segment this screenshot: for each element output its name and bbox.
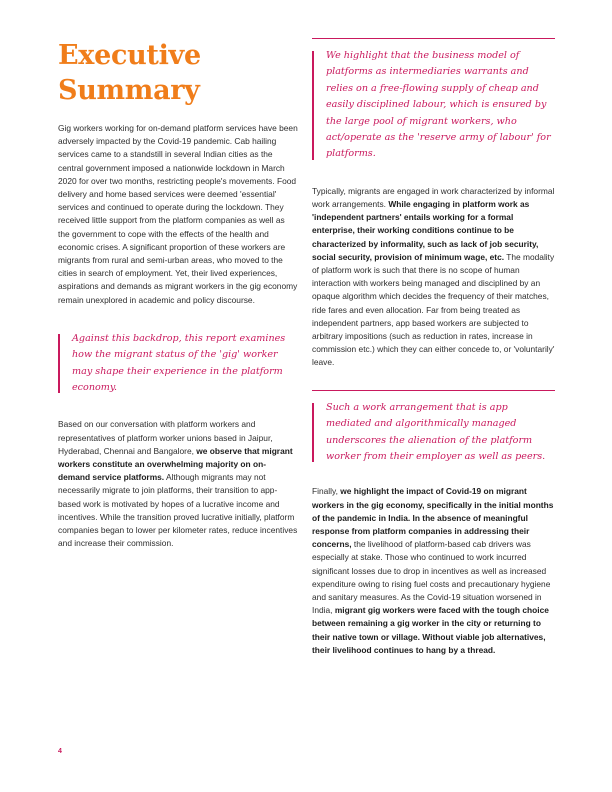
page-title <box>58 38 288 108</box>
left-column <box>58 122 298 551</box>
left-paragraph-2-emphasis: we observe that migrant workers constitute an overwhelming majority on on-demand service platforms. <box>58 445 293 483</box>
left-paragraph-2 <box>58 418 298 550</box>
right-pullquote-top-block <box>312 38 555 163</box>
left-pullquote-block <box>58 331 298 397</box>
page-number: 4 <box>58 748 62 755</box>
right-pullquote-mid-block <box>312 390 555 466</box>
pullquote-mid-rule <box>312 390 555 391</box>
page-title-line-2: Summary <box>58 75 200 106</box>
left-pullquote: Against this backdrop, this report examines how the migrant status of the 'gig' worker may shape their experience in the platform economy. <box>58 331 298 397</box>
pullquote-top-rule <box>312 38 555 39</box>
right-column <box>312 38 555 657</box>
right-pullquote-top: We highlight that the business model of platforms as intermediaries warrants and relies on a free-flowing supply of cheap and easily disciplined labour, which is ensured by the large pool of migrant workers, who act/operate as the 'reserve army of labour' for platforms. <box>312 48 555 163</box>
right-paragraph-2 <box>312 485 555 657</box>
right-paragraph-1-text-a: Typically, migrants are engaged in work characterized by informal work arrangements. <box>312 185 555 210</box>
right-paragraph-1-emphasis: While engaging in platform work as 'independent partners' entails working for a formal enterprise, their working conditions continue to be characterized by informality, such as lack of job security, social security, provision of minimum wage, etc. <box>312 199 539 262</box>
right-paragraph-1-text-b: The modality of platform work is such that there is no scope of human interaction with workers being managed and disciplined by an opaque algorithm which decides the frequency of their matches, ride fares and even allocation. Far from being treated as independent partners, app based workers are subjected to arbitrary impositions (such as reduction in rates, increase in commission etc.) which they can either concede to, or 'voluntarily' leave. <box>312 251 555 368</box>
left-paragraph-1: Gig workers working for on-demand platform services have been adversely impacted by the Covid-19 pandemic. Cab hailing services came to a standstill in several Indian cities as the central government imposed a nationwide lockdown in March 2020 for over two months, restricting people's movements. Food delivery and home based services were deemed 'essential' services and continued to operate during the lockdown. They received little support from the platform companies as well as the government to cope with the effects of the health and economic crises. A significant proportion of these workers are migrants from rural and semi-urban areas, who moved to the cities in search of employment. Yet, their lived experiences, aspirations and demands as migrant workers in the gig economy remain unexplored in academic and policy discourse. <box>58 123 298 305</box>
right-paragraph-2-text-a: Finally, <box>312 486 341 497</box>
left-paragraph-2-text-a: Based on our conversation with platform workers and representatives of platform worker unions based in Jaipur, Hyderabad, Chennai and Bangalore, <box>58 419 273 456</box>
right-paragraph-2-emphasis-2: migrant gig workers were faced with the tough choice between remaining a gig worker in the city or returning to their native town or village. Without viable job alternatives, their livelihood continues to hang by a thread. <box>312 605 549 655</box>
left-paragraph-2-text-b: Although migrants may not necessarily migrate to join platforms, their transition to app-based work is motivated by hopes of a lucrative income and incentives. While the transition proved lucrative initially, platform companies began to lower per kilometer rates, reduce incentives and increase their commission. <box>58 472 298 549</box>
right-pullquote-mid: Such a work arrangement that is app mediated and algorithmically managed underscores the alienation of the platform worker from their employer as well as peers. <box>312 400 555 466</box>
page-title-line-1: Executive <box>58 40 201 71</box>
right-paragraph-2-text-b: the livelihood of platform-based cab drivers was especially at stake. Those who continued to work incurred significant losses due to drop in incentives as well as increased expenditure owing to rising fuel costs and precautionary hygiene and sanitary measures. As the Covid-19 situation worsened in India, <box>312 539 551 616</box>
right-paragraph-1 <box>312 185 555 370</box>
right-paragraph-2-emphasis-1: we highlight the impact of Covid-19 on migrant workers in the gig economy, specifically in the initial months of the pandemic in India. In the absence of meaningful response from platform companies in addressing their concerns, <box>312 486 554 550</box>
